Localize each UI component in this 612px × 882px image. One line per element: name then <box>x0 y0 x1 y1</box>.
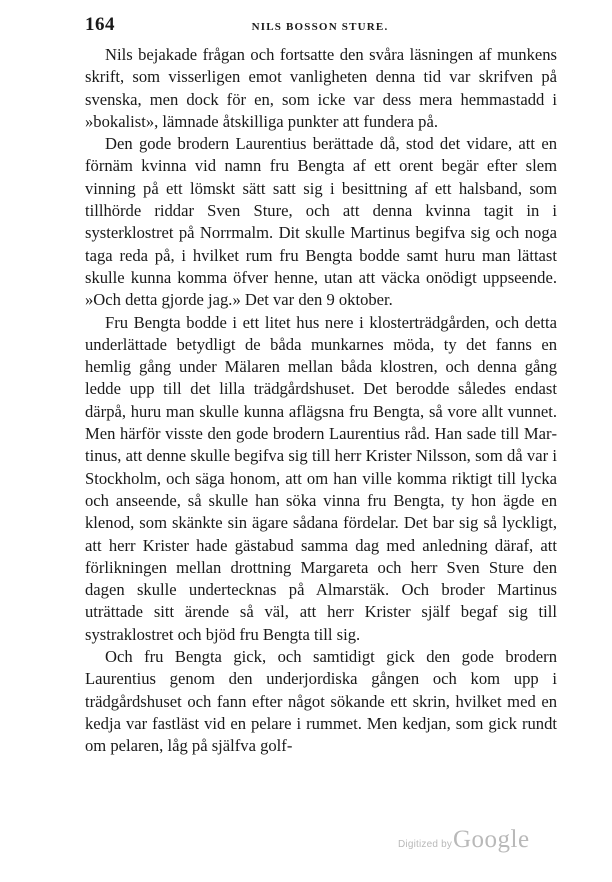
digitized-by-google-watermark <box>398 826 538 858</box>
paragraph-4: Och fru Bengta gick, och samtidigt gick den gode brodern Laurentius genom den underjordiska gången och kom upp i trädgårdshuset och fann efter något sökande ett skrin, hvilket med en kedja var fastläst vid en pelare i rummet. Men kedjan, som gick rundt om pelaren, låg på själfva golf- <box>85 647 557 756</box>
running-title: NILS BOSSON STURE. <box>251 21 389 33</box>
page-header <box>85 14 555 42</box>
page-number: 164 <box>85 14 115 35</box>
google-logo: Google <box>453 826 530 853</box>
paragraph-1: Nils bejakade frågan och fortsatte den svåra läsningen af munkens skrift, som visserligen emot vanligheten denna tid var skrifven på svenska, men dock för en, som icke var dess mera hemmastadd i »bokalist», lämnade åtskilliga punkter att fundera på. <box>85 45 557 131</box>
watermark-small-text: Digitized by <box>398 839 453 850</box>
paragraph-2: Den gode brodern Laurentius berättade då, stod det vidare, att en förnäm kvinna vid namn fru Bengta af ett orent begär efter slem vinning på ett lömskt sätt satt sig i besittning af ett halsband, som tillhörde riddar Sven Sture, och att denna kvinna tagit in i systerklostret på Norrmalm. Dit skulle Martinus begifva sig och noga taga reda på, i hvilket rum fru Bengta bodde samt huru man lättast skulle kunna komma öfver henne, utan att väcka onödigt uppseende. »Och detta gjorde jag.» Det var den 9 oktober. <box>85 134 557 310</box>
body-text <box>85 44 557 758</box>
paragraph-3: Fru Bengta bodde i ett litet hus nere i klosterträdgården, och detta underlättade betydligt de båda munkarnes möda, ty det fanns en hemlig gång under Mälaren mellan båda klostren, och denna gång ledde upp till det lilla trädgårdshuset. Det berodde således endast därpå, huru man skulle kunna aflägsna fru Bengta, så vore allt vunnet. Men härför visste den gode brodern Laurentius råd. Han sade till Martinus, att denne skulle begifva sig till herr Krister Nilsson, som då var i Stockholm, och säga honom, att om han ville komma riktigt till lycka och anseende, så skulle han söka vinna fru Bengta, ty hon ägde en klenod, som skänkte sin ägare sådana fördelar. Det bar sig så lyckligt, att herr Krister hade gästabud samma dag med anledning däraf, att förlikningen mellan drottning Margareta och herr Sven Sture den dagen skulle undertecknas på Almarstäk. Och broder Martinus uträttade sitt ärende så väl, att herr Krister själf begaf sig till systraklostret och bjöd fru Bengta till sig. <box>85 312 557 644</box>
